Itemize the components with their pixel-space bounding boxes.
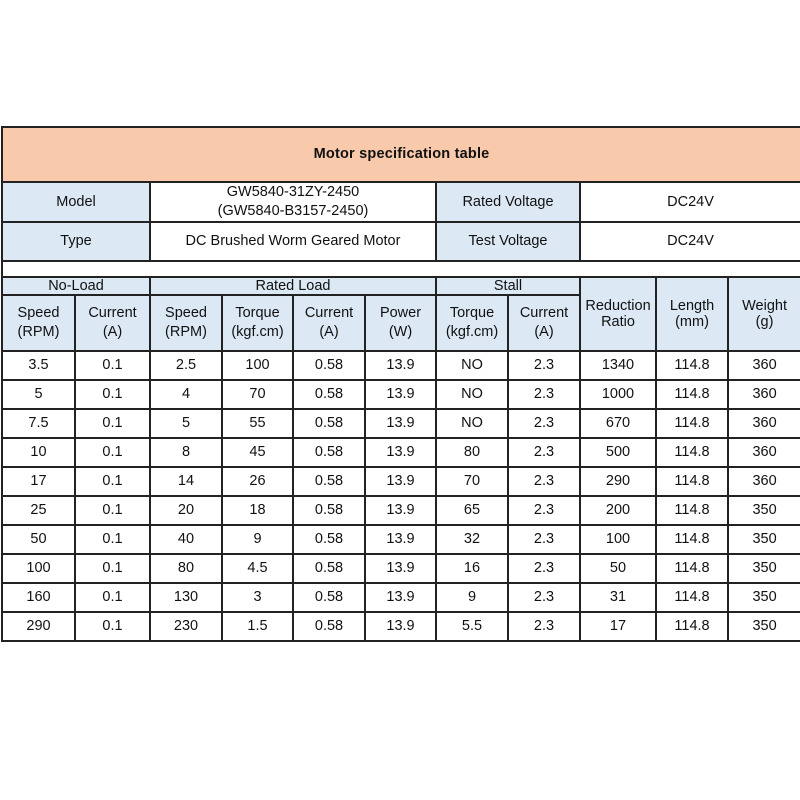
type-row <box>2 222 800 261</box>
table-cell: 5.5 <box>436 612 508 641</box>
table-cell: 200 <box>580 496 656 525</box>
table-cell: 0.58 <box>293 525 365 554</box>
col-header-noload-current: Current (A) <box>75 295 150 351</box>
table-cell: 360 <box>728 438 800 467</box>
group-rated-load: Rated Load <box>150 277 436 295</box>
table-cell: 350 <box>728 525 800 554</box>
col-header-length: Length (mm) <box>656 277 728 351</box>
table-cell: 2.3 <box>508 380 580 409</box>
type-label: Type <box>2 222 150 261</box>
col-header-rated-current: Current (A) <box>293 295 365 351</box>
test-voltage-label: Test Voltage <box>436 222 580 261</box>
table-cell: 26 <box>222 467 293 496</box>
table-cell: 0.58 <box>293 583 365 612</box>
table-cell: 13.9 <box>365 380 436 409</box>
table-cell: 0.58 <box>293 380 365 409</box>
table-cell: 0.1 <box>75 583 150 612</box>
rated-voltage-label: Rated Voltage <box>436 182 580 222</box>
table-cell: 0.1 <box>75 409 150 438</box>
table-cell: 20 <box>150 496 222 525</box>
table-cell: 100 <box>2 554 75 583</box>
table-cell: 360 <box>728 409 800 438</box>
table-cell: 2.3 <box>508 583 580 612</box>
table-cell: 31 <box>580 583 656 612</box>
table-row <box>2 496 800 525</box>
table-cell: 290 <box>580 467 656 496</box>
table-cell: 350 <box>728 583 800 612</box>
table-cell: 1340 <box>580 351 656 380</box>
table-cell: 1.5 <box>222 612 293 641</box>
table-cell: 65 <box>436 496 508 525</box>
table-cell: 0.1 <box>75 351 150 380</box>
table-cell: 114.8 <box>656 438 728 467</box>
table-cell: 2.5 <box>150 351 222 380</box>
table-cell: 10 <box>2 438 75 467</box>
table-cell: 114.8 <box>656 409 728 438</box>
model-value-alternate: (GW5840-B3157-2450) <box>217 203 369 219</box>
table-cell: 114.8 <box>656 525 728 554</box>
table-cell: 4.5 <box>222 554 293 583</box>
model-label: Model <box>2 182 150 222</box>
table-cell: 8 <box>150 438 222 467</box>
table-cell: 2.3 <box>508 496 580 525</box>
group-no-load: No-Load <box>2 277 150 295</box>
table-row <box>2 380 800 409</box>
table-cell: 45 <box>222 438 293 467</box>
table-cell: 13.9 <box>365 409 436 438</box>
col-header-rated-torque: Torque (kgf.cm) <box>222 295 293 351</box>
table-body <box>2 351 800 641</box>
table-cell: 114.8 <box>656 351 728 380</box>
table-cell: 2.3 <box>508 554 580 583</box>
table-title: Motor specification table <box>2 127 800 182</box>
table-cell: 0.58 <box>293 554 365 583</box>
table-cell: 13.9 <box>365 554 436 583</box>
table-cell: 500 <box>580 438 656 467</box>
table-cell: 32 <box>436 525 508 554</box>
table-cell: 5 <box>2 380 75 409</box>
table-cell: NO <box>436 409 508 438</box>
table-cell: 100 <box>580 525 656 554</box>
model-value-primary: GW5840-31ZY-2450 <box>226 184 360 200</box>
table-cell: 40 <box>150 525 222 554</box>
table-cell: 9 <box>436 583 508 612</box>
table-cell: 114.8 <box>656 380 728 409</box>
table-row <box>2 525 800 554</box>
col-header-rated-power: Power (W) <box>365 295 436 351</box>
table-cell: 0.58 <box>293 467 365 496</box>
table-cell: 0.1 <box>75 438 150 467</box>
table-cell: 4 <box>150 380 222 409</box>
table-cell: 360 <box>728 351 800 380</box>
table-cell: 350 <box>728 612 800 641</box>
table-cell: 1000 <box>580 380 656 409</box>
table-cell: 2.3 <box>508 525 580 554</box>
table-row <box>2 351 800 380</box>
col-header-noload-speed: Speed (RPM) <box>2 295 75 351</box>
table-cell: 0.1 <box>75 380 150 409</box>
table-cell: 13.9 <box>365 351 436 380</box>
table-cell: 3 <box>222 583 293 612</box>
table-cell: 14 <box>150 467 222 496</box>
col-header-weight: Weight (g) <box>728 277 800 351</box>
group-stall: Stall <box>436 277 580 295</box>
table-cell: 0.58 <box>293 351 365 380</box>
table-cell: 350 <box>728 496 800 525</box>
table-cell: 114.8 <box>656 467 728 496</box>
table-cell: 2.3 <box>508 409 580 438</box>
table-cell: 13.9 <box>365 467 436 496</box>
table-cell: 0.1 <box>75 612 150 641</box>
table-cell: 114.8 <box>656 554 728 583</box>
table-row <box>2 612 800 641</box>
table-cell: 0.58 <box>293 612 365 641</box>
col-header-stall-current: Current (A) <box>508 295 580 351</box>
table-cell: 2.3 <box>508 612 580 641</box>
table-cell: 114.8 <box>656 612 728 641</box>
table-cell: 360 <box>728 467 800 496</box>
rated-voltage-value: DC24V <box>580 182 800 222</box>
table-cell: 230 <box>150 612 222 641</box>
spacer-row <box>2 261 800 277</box>
col-header-rated-speed: Speed (RPM) <box>150 295 222 351</box>
table-cell: 360 <box>728 380 800 409</box>
table-cell: 16 <box>436 554 508 583</box>
test-voltage-value: DC24V <box>580 222 800 261</box>
table-cell: 50 <box>2 525 75 554</box>
table-cell: 2.3 <box>508 438 580 467</box>
table-cell: 13.9 <box>365 438 436 467</box>
table-cell: 80 <box>436 438 508 467</box>
table-cell: 13.9 <box>365 525 436 554</box>
table-cell: 70 <box>436 467 508 496</box>
group-header-row <box>2 277 800 295</box>
type-value: DC Brushed Worm Geared Motor <box>150 222 436 261</box>
table-cell: 160 <box>2 583 75 612</box>
model-row <box>2 182 800 222</box>
table-cell: 0.58 <box>293 409 365 438</box>
table-cell: 70 <box>222 380 293 409</box>
table-cell: 0.58 <box>293 438 365 467</box>
table-cell: 13.9 <box>365 496 436 525</box>
table-cell: 50 <box>580 554 656 583</box>
table-cell: 13.9 <box>365 583 436 612</box>
motor-spec-table <box>1 126 800 642</box>
table-cell: 0.1 <box>75 554 150 583</box>
table-cell: 13.9 <box>365 612 436 641</box>
table-cell: 2.3 <box>508 467 580 496</box>
table-cell: 114.8 <box>656 583 728 612</box>
table-cell: 350 <box>728 554 800 583</box>
table-row <box>2 438 800 467</box>
col-header-reduction-ratio: Reduction Ratio <box>580 277 656 351</box>
table-cell: 0.1 <box>75 467 150 496</box>
table-cell: 0.1 <box>75 496 150 525</box>
table-cell: 130 <box>150 583 222 612</box>
table-cell: 7.5 <box>2 409 75 438</box>
table-cell: 80 <box>150 554 222 583</box>
table-cell: 2.3 <box>508 351 580 380</box>
table-row <box>2 409 800 438</box>
table-cell: 0.1 <box>75 525 150 554</box>
table-row <box>2 554 800 583</box>
table-cell: 670 <box>580 409 656 438</box>
table-cell: 5 <box>150 409 222 438</box>
table-cell: 18 <box>222 496 293 525</box>
table-cell: 17 <box>580 612 656 641</box>
table-cell: 17 <box>2 467 75 496</box>
table-cell: 114.8 <box>656 496 728 525</box>
model-value <box>150 182 436 222</box>
table-row <box>2 467 800 496</box>
table-cell: 25 <box>2 496 75 525</box>
table-cell: 100 <box>222 351 293 380</box>
table-cell: 9 <box>222 525 293 554</box>
table-cell: NO <box>436 351 508 380</box>
table-cell: NO <box>436 380 508 409</box>
table-row <box>2 583 800 612</box>
col-header-stall-torque: Torque (kgf.cm) <box>436 295 508 351</box>
table-cell: 290 <box>2 612 75 641</box>
table-cell: 3.5 <box>2 351 75 380</box>
table-cell: 55 <box>222 409 293 438</box>
table-cell: 0.58 <box>293 496 365 525</box>
